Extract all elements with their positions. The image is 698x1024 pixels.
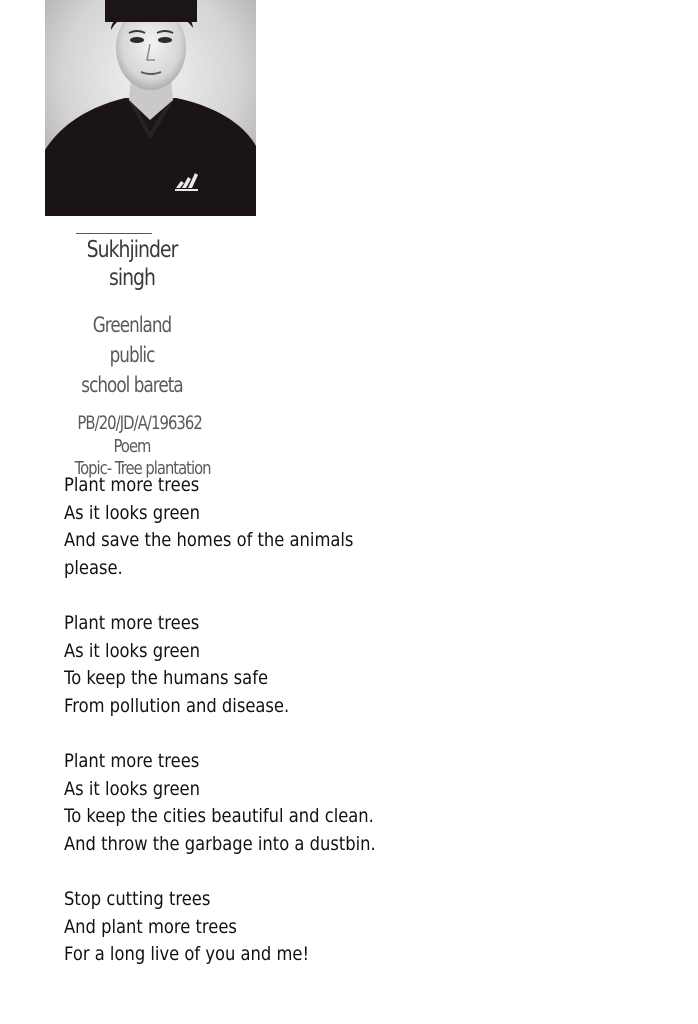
school-line-1: Greenland public	[92, 313, 172, 367]
poem-line: For a long live of you and me!	[64, 943, 310, 966]
poem-line: Plant more trees	[64, 474, 200, 496]
poem-body	[64, 472, 464, 996]
stanza	[64, 886, 464, 969]
school-line-2: school bareta	[81, 373, 183, 397]
author-photo	[45, 0, 256, 216]
author-name: Sukhjinder singh	[86, 237, 178, 291]
poem-line: Stop cutting trees	[64, 887, 211, 910]
poem-line: As it looks green	[64, 777, 200, 800]
stanza	[64, 610, 464, 720]
stanza	[64, 472, 464, 582]
poem-line: To keep the humans safe	[64, 667, 268, 690]
poem-topic: Topic- Tree plantation	[74, 458, 211, 479]
poem-line: To keep the cities beautiful and clean.	[64, 805, 374, 828]
poem-line: As it looks green	[64, 501, 200, 524]
poem-line: As it looks green	[64, 639, 200, 662]
poem-label: Poem	[113, 436, 151, 457]
portrait-photo-icon	[45, 0, 256, 216]
stanza	[64, 748, 464, 858]
poem-line: And save the homes of the animals	[64, 529, 354, 552]
registration-number: PB/20/JD/A/196362	[77, 412, 202, 434]
poem-line: And plant more trees	[64, 915, 237, 938]
caption-rule	[76, 233, 152, 234]
poem-line: Plant more trees	[64, 749, 200, 772]
author-caption	[62, 233, 211, 480]
poem-line: please.	[64, 556, 123, 579]
poem-line: Plant more trees	[64, 611, 200, 634]
poem-line: And throw the garbage into a dustbin.	[64, 832, 376, 855]
school-name	[76, 310, 188, 400]
poem-line: From pollution and disease.	[64, 694, 290, 717]
